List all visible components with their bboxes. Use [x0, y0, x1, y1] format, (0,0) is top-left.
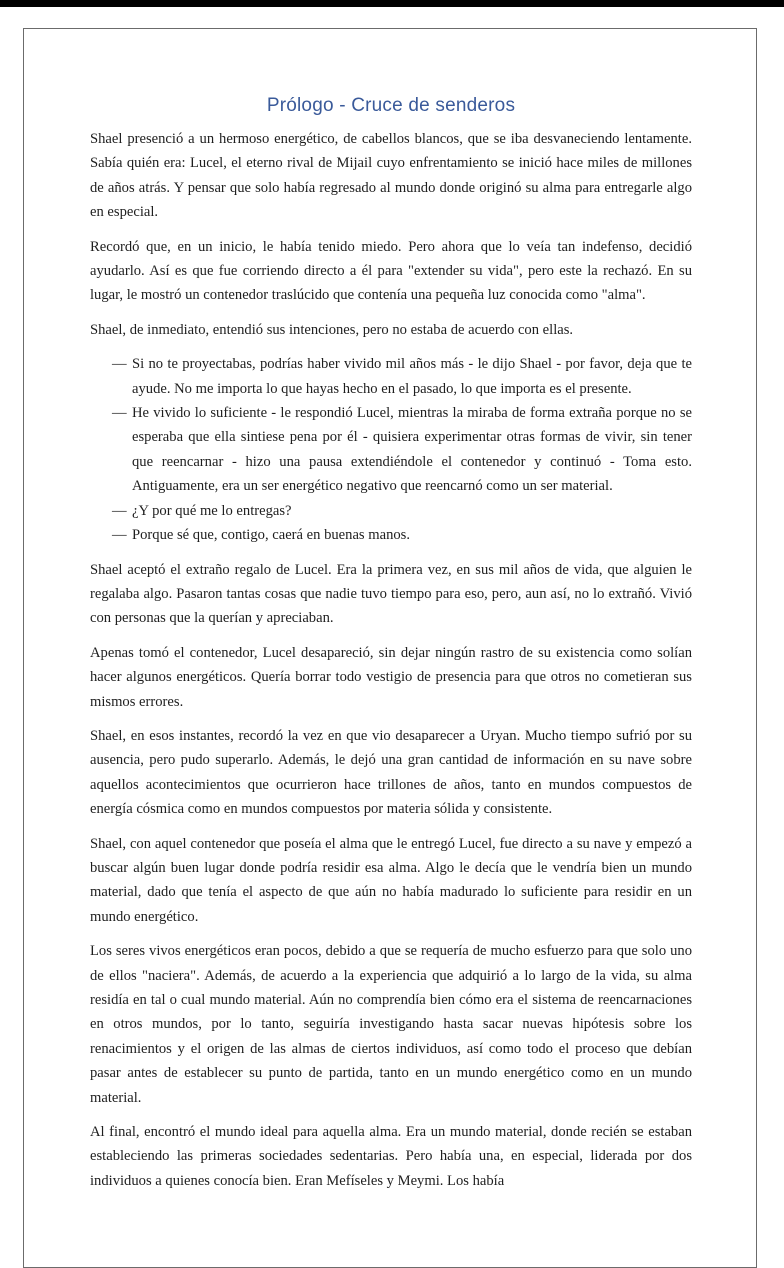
paragraph: Shael presenció a un hermoso energético, de cabellos blancos, que se iba desvaneciendo lentamente. Sabía quién era: Lucel, el eterno rival de Mijail cuyo enfrentamiento se inició hace miles de millones de años atrás. Y pensar que solo había regresado al mundo donde originó su alma para entregarle algo en especial.	[90, 131, 692, 221]
dialogue-text: Si no te proyectabas, podrías haber vivido mil años más - le dijo Shael - por favor, deja que te ayude. No me importa lo que hayas hecho en el pasado, lo que importa es el presente.	[132, 356, 692, 397]
dialogue-line	[90, 352, 692, 401]
dialogue-text: Porque sé que, contigo, caerá en buenas manos.	[132, 527, 411, 544]
dialogue-line	[90, 523, 692, 547]
paragraph: Shael, con aquel contenedor que poseía el alma que le entregó Lucel, fue directo a su nave y empezó a buscar algún buen lugar donde podría residir esa alma. Algo le decía que le vendría bien un mundo material, dado que tenía el aspecto de que aún no había madurado lo suficiente para residir en un mundo energético.	[90, 835, 692, 925]
paragraph: Shael, en esos instantes, recordó la vez en que vio desaparecer a Uryan. Mucho tiempo sufrió por su ausencia, pero pudo superarlo. Además, le dejó una gran cantidad de información en su nave sobre aquellos acontecimientos que ocurrieron hace trillones de años, tanto en mundos compuestos de energía cósmica como en mundos compuestos por materia sólida y consistente.	[90, 727, 692, 818]
paragraph: Al final, encontró el mundo ideal para aquella alma. Era un mundo material, donde recién se estaban estableciendo las primeras sociedades sedentarias. Pero había una, en especial, liderada por dos individuos a quienes conocía bien. Eran Mefíseles y Meymi. Los había	[90, 1124, 692, 1189]
dialogue-dash: —	[112, 502, 127, 519]
dialogue-dash: —	[112, 405, 127, 422]
paragraph: Apenas tomó el contenedor, Lucel desapareció, sin dejar ningún rastro de su existencia como solían hacer algunos energéticos. Quería borrar todo vestigio de presencia para que otros no cometieran sus mismos errores.	[90, 644, 692, 710]
dialogue-line	[90, 401, 692, 499]
dialogue-text: ¿Y por qué me lo entregas?	[132, 502, 292, 519]
paragraph: Los seres vivos energéticos eran pocos, debido a que se requería de mucho esfuerzo para que solo uno de ellos "naciera". Además, de acuerdo a la experiencia que adquirió a lo largo de la vida, su alma residía en tal o cual mundo material. Aún no comprendía bien cómo era el sistema de reencarnaciones en otros mundos, por lo tanto, seguiría investigando hasta sacar nuevas hipótesis sobre los renacimientos y el origen de las almas de ciertos individuos, así como todo el proceso que debían pasar antes de establecer su punto de partida, tanto en un mundo energético como en un mundo material.	[90, 943, 692, 1106]
top-bar	[0, 0, 784, 7]
page-content	[90, 95, 692, 1203]
paragraph: Recordó que, en un inicio, le había tenido miedo. Pero ahora que lo veía tan indefenso, decidió ayudarlo. Así es que fue corriendo directo a él para "extender su vida", pero este la rechazó. En su lugar, le mostró un contenedor traslúcido que contenía una pequeña luz conocida como "alma".	[90, 238, 692, 304]
document-page	[23, 28, 757, 1268]
paragraph: Shael aceptó el extraño regalo de Lucel. Era la primera vez, en sus mil años de vida, que alguien le regalaba algo. Pasaron tantas cosas que nadie tuvo tiempo para eso, pero, aun así, no lo extrañó. Vivió con personas que la querían y apreciaban.	[90, 561, 692, 627]
dialogue-dash: —	[112, 356, 127, 373]
paragraph: Shael, de inmediato, entendió sus intenciones, pero no estaba de acuerdo con ellas.	[90, 321, 574, 338]
chapter-title: Prólogo - Cruce de senderos	[266, 95, 516, 116]
dialogue-line	[90, 499, 692, 523]
dialogue-dash: —	[112, 527, 127, 544]
dialogue-text: He vivido lo suficiente - le respondió Lucel, mientras la miraba de forma extraña porque no se esperaba que ella sintiese pena por él - quisiera experimentar otras formas de vivir, sin tener que reencarnar - hizo una pausa extendiéndole el contenedor y continuó - Toma esto. Antiguamente, era un ser energético negativo que reencarnó como un ser material.	[132, 405, 692, 495]
dialogue-list	[90, 352, 692, 547]
